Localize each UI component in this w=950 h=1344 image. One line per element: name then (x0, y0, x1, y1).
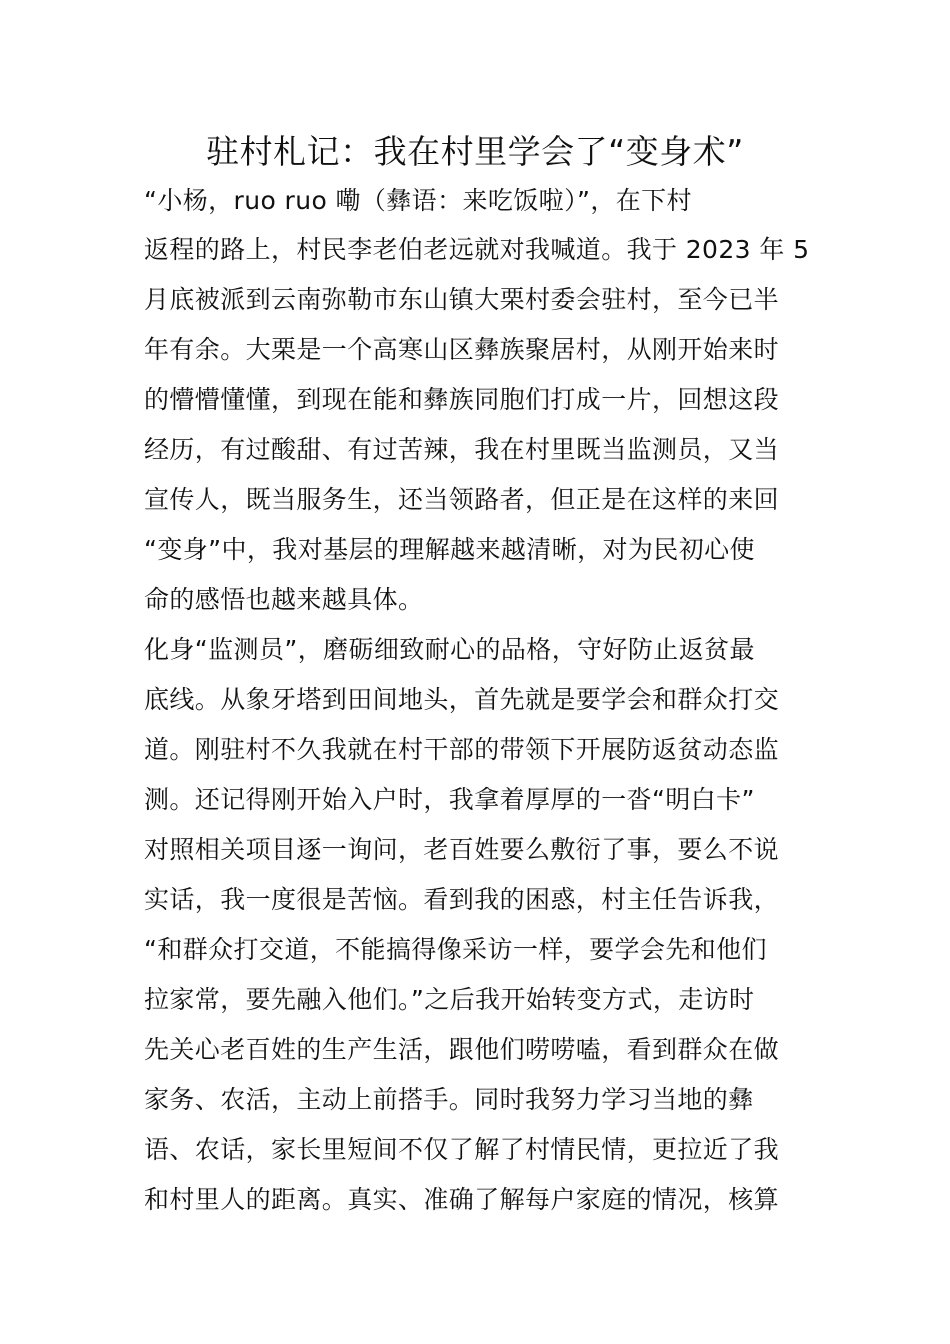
body-line: 实话，我一度很是苦恼。看到我的困惑，村主任告诉我， (144, 885, 780, 914)
body-line: 宣传人，既当服务生，还当领路者，但正是在这样的来回 (144, 485, 780, 514)
body-line: 底线。从象牙塔到田间地头，首先就是要学会和群众打交 (144, 685, 780, 714)
body-line: “变身”中，我对基层的理解越来越清晰，对为民初心使 (144, 535, 755, 564)
body-line: 对照相关项目逐一询问，老百姓要么敷衍了事，要么不说 (144, 835, 780, 864)
article-title: 驻村札记：我在村里学会了“变身术” (206, 132, 744, 171)
body-line: 道。刚驻村不久我就在村干部的带领下开展防返贫动态监 (144, 735, 780, 764)
body-line: 经历，有过酸甜、有过苦辣，我在村里既当监测员，又当 (144, 435, 780, 464)
body-line: 化身“监测员”，磨砺细致耐心的品格，守好防止返贫最 (144, 635, 755, 664)
body-line: “和群众打交道，不能搞得像采访一样，要学会先和他们 (144, 935, 767, 964)
body-line: 语、农话，家长里短间不仅了解了村情民情，更拉近了我 (144, 1135, 780, 1164)
body-line: “小杨，ruo ruo 嘞（彝语：来吃饭啦）”，在下村 (144, 186, 692, 215)
body-line: 先关心老百姓的生产生活，跟他们唠唠嗑，看到群众在做 (144, 1035, 780, 1064)
body-line: 返程的路上，村民李老伯老远就对我喊道。我于 2023 年 5 (144, 235, 810, 264)
body-line: 和村里人的距离。真实、准确了解每户家庭的情况，核算 (144, 1185, 780, 1214)
body-line: 的懵懵懂懂，到现在能和彝族同胞们打成一片，回想这段 (144, 385, 780, 414)
body-line: 月底被派到云南弥勒市东山镇大栗村委会驻村，至今已半 (144, 285, 780, 314)
body-line: 测。还记得刚开始入户时，我拿着厚厚的一沓“明白卡” (144, 785, 755, 814)
body-line: 年有余。大栗是一个高寒山区彝族聚居村，从刚开始来时 (144, 335, 780, 364)
body-line: 家务、农活，主动上前搭手。同时我努力学习当地的彝 (144, 1085, 754, 1114)
body-line: 拉家常，要先融入他们。”之后我开始转变方式，走访时 (144, 985, 755, 1014)
body-line: 命的感悟也越来越具体。 (144, 585, 424, 614)
